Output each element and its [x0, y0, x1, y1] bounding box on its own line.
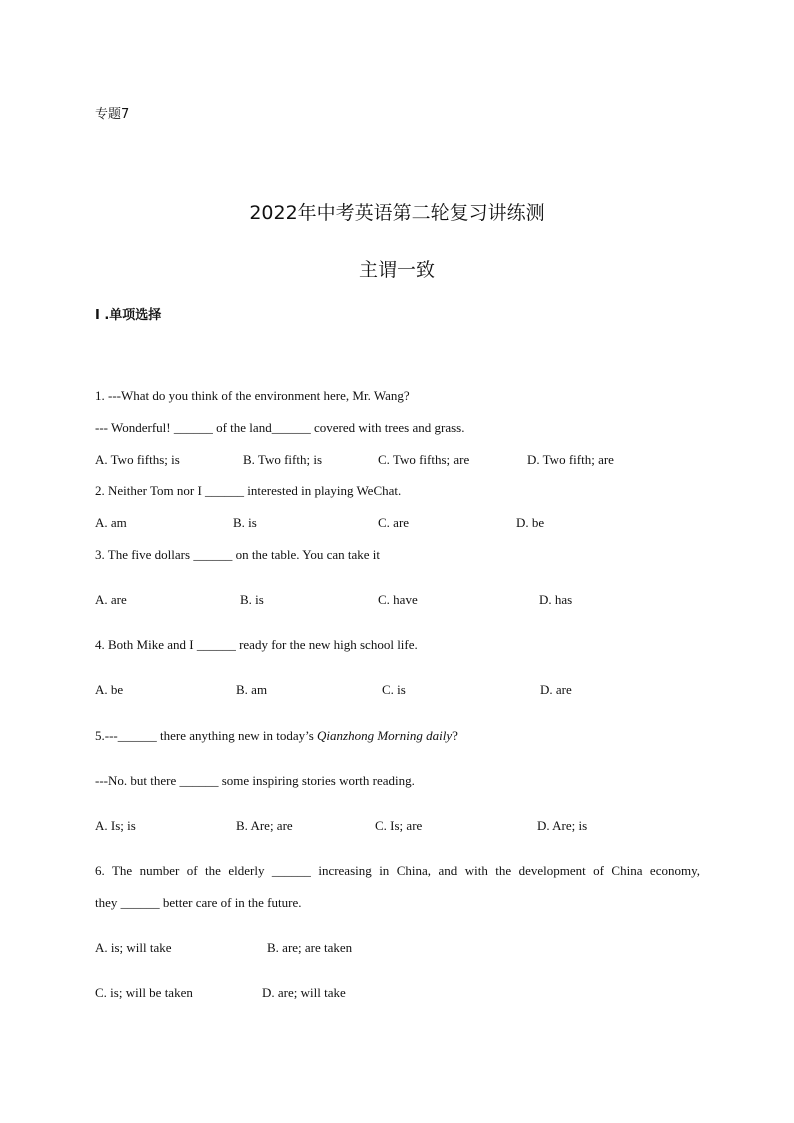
question-5-option-a: A. Is; is [95, 818, 136, 833]
newspaper-title: Qianzhong Morning daily [317, 728, 453, 743]
question-3-option-c: C. have [378, 592, 418, 607]
question-2-line-1: 2. Neither Tom nor I ______ interested in playing WeChat. [95, 483, 402, 498]
question-2-option-d: D. be [516, 515, 545, 530]
question-6-line-2: they ______ better care of in the future. [95, 895, 302, 910]
question-4-line-1: 4. Both Mike and I ______ ready for the new high school life. [95, 637, 418, 652]
question-5-line-2: ---No. but there ______ some inspiring stories worth reading. [95, 773, 415, 788]
question-3-option-a: A. are [95, 592, 127, 607]
question-5-stem-end: ? [452, 728, 458, 743]
question-6-line-1: 6. The number of the elderly ______ increasing in China, and with the development of China economy, [95, 863, 700, 878]
question-6-option-a: A. is; will take [95, 940, 172, 955]
question-5-option-c: C. Is; are [375, 818, 423, 833]
question-2-option-c: C. are [378, 515, 410, 530]
question-3-line-1: 3. The five dollars ______ on the table. You can take it [95, 547, 380, 562]
question-6-option-c: C. is; will be taken [95, 985, 193, 1000]
question-3-option-b: B. is [240, 592, 264, 607]
page-title: 2022年中考英语第二轮复习讲练测 [249, 202, 545, 224]
question-1-line-1: 1. ---What do you think of the environment here, Mr. Wang? [95, 388, 410, 403]
question-6-option-b: B. are; are taken [267, 940, 353, 955]
question-2-option-b: B. is [233, 515, 257, 530]
question-6-option-d: D. are; will take [262, 985, 346, 1000]
question-1-option-a: A. Two fifths; is [95, 452, 180, 467]
section-heading: I .单项选择 [95, 308, 162, 323]
question-4-option-d: D. are [540, 682, 572, 697]
question-4-option-b: B. am [236, 682, 268, 697]
question-5-option-d: D. Are; is [537, 818, 588, 833]
question-1-option-c: C. Two fifths; are [378, 452, 470, 467]
question-3-option-d: D. has [539, 592, 573, 607]
question-5-line-1 [95, 728, 458, 744]
question-1-option-d: D. Two fifth; are [527, 452, 614, 467]
question-2-option-a: A. am [95, 515, 127, 530]
question-1-line-2: --- Wonderful! ______ of the land______ covered with trees and grass. [95, 420, 465, 435]
question-4-option-c: C. is [382, 682, 406, 697]
page-subtitle: 主谓一致 [358, 259, 435, 281]
question-5-option-b: B. Are; are [236, 818, 293, 833]
question-1-option-b: B. Two fifth; is [243, 452, 323, 467]
question-5-stem-start: 5.---______ there anything new in today’s [95, 728, 318, 743]
topic-label: 专题7 [95, 107, 130, 122]
question-4-option-a: A. be [95, 682, 124, 697]
